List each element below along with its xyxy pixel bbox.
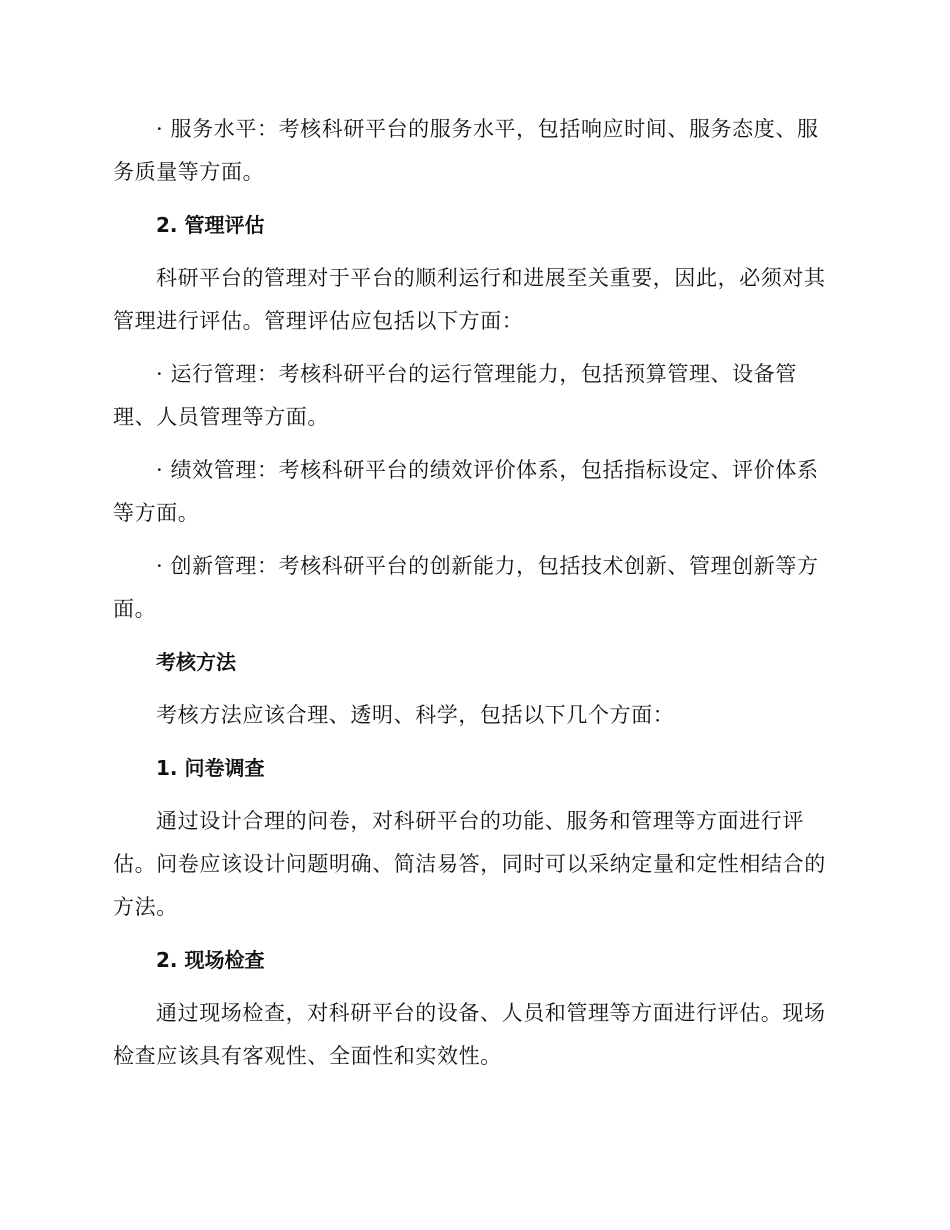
paragraph-performance-management: · 绩效管理：考核科研平台的绩效评价体系，包括指标设定、评价体系等方面。 xyxy=(113,458,819,525)
paragraph-management-intro: 科研平台的管理对于平台的顺利运行和进展至关重要，因此，必须对其管理进行评估。管理评估应包括以下方面： xyxy=(113,266,826,333)
paragraph-operation-management: · 运行管理：考核科研平台的运行管理能力，包括预算管理、设备管理、人员管理等方面。 xyxy=(113,362,797,429)
heading-management-evaluation: 2. 管理评估 xyxy=(156,213,265,237)
paragraph-questionnaire: 通过设计合理的问卷，对科研平台的功能、服务和管理等方面进行评估。问卷应该设计问题明确、简洁易答，同时可以采纳定量和定性相结合的方法。 xyxy=(113,809,826,919)
paragraph-methods-intro: 考核方法应该合理、透明、科学，包括以下几个方面： xyxy=(156,703,675,727)
heading-assessment-methods: 考核方法 xyxy=(156,650,236,674)
paragraph-innovation-management: · 创新管理：考核科研平台的创新能力，包括技术创新、管理创新等方面。 xyxy=(113,554,819,621)
paragraph-onsite-inspection: 通过现场检查，对科研平台的设备、人员和管理等方面进行评估。现场检查应该具有客观性、全面性和实效性。 xyxy=(113,1001,826,1068)
heading-onsite-inspection: 2. 现场检查 xyxy=(156,948,265,972)
heading-questionnaire: 1. 问卷调查 xyxy=(156,756,265,780)
paragraph-service-level: · 服务水平：考核科研平台的服务水平，包括响应时间、服务态度、服务质量等方面。 xyxy=(113,117,819,184)
document-body xyxy=(113,108,833,1088)
